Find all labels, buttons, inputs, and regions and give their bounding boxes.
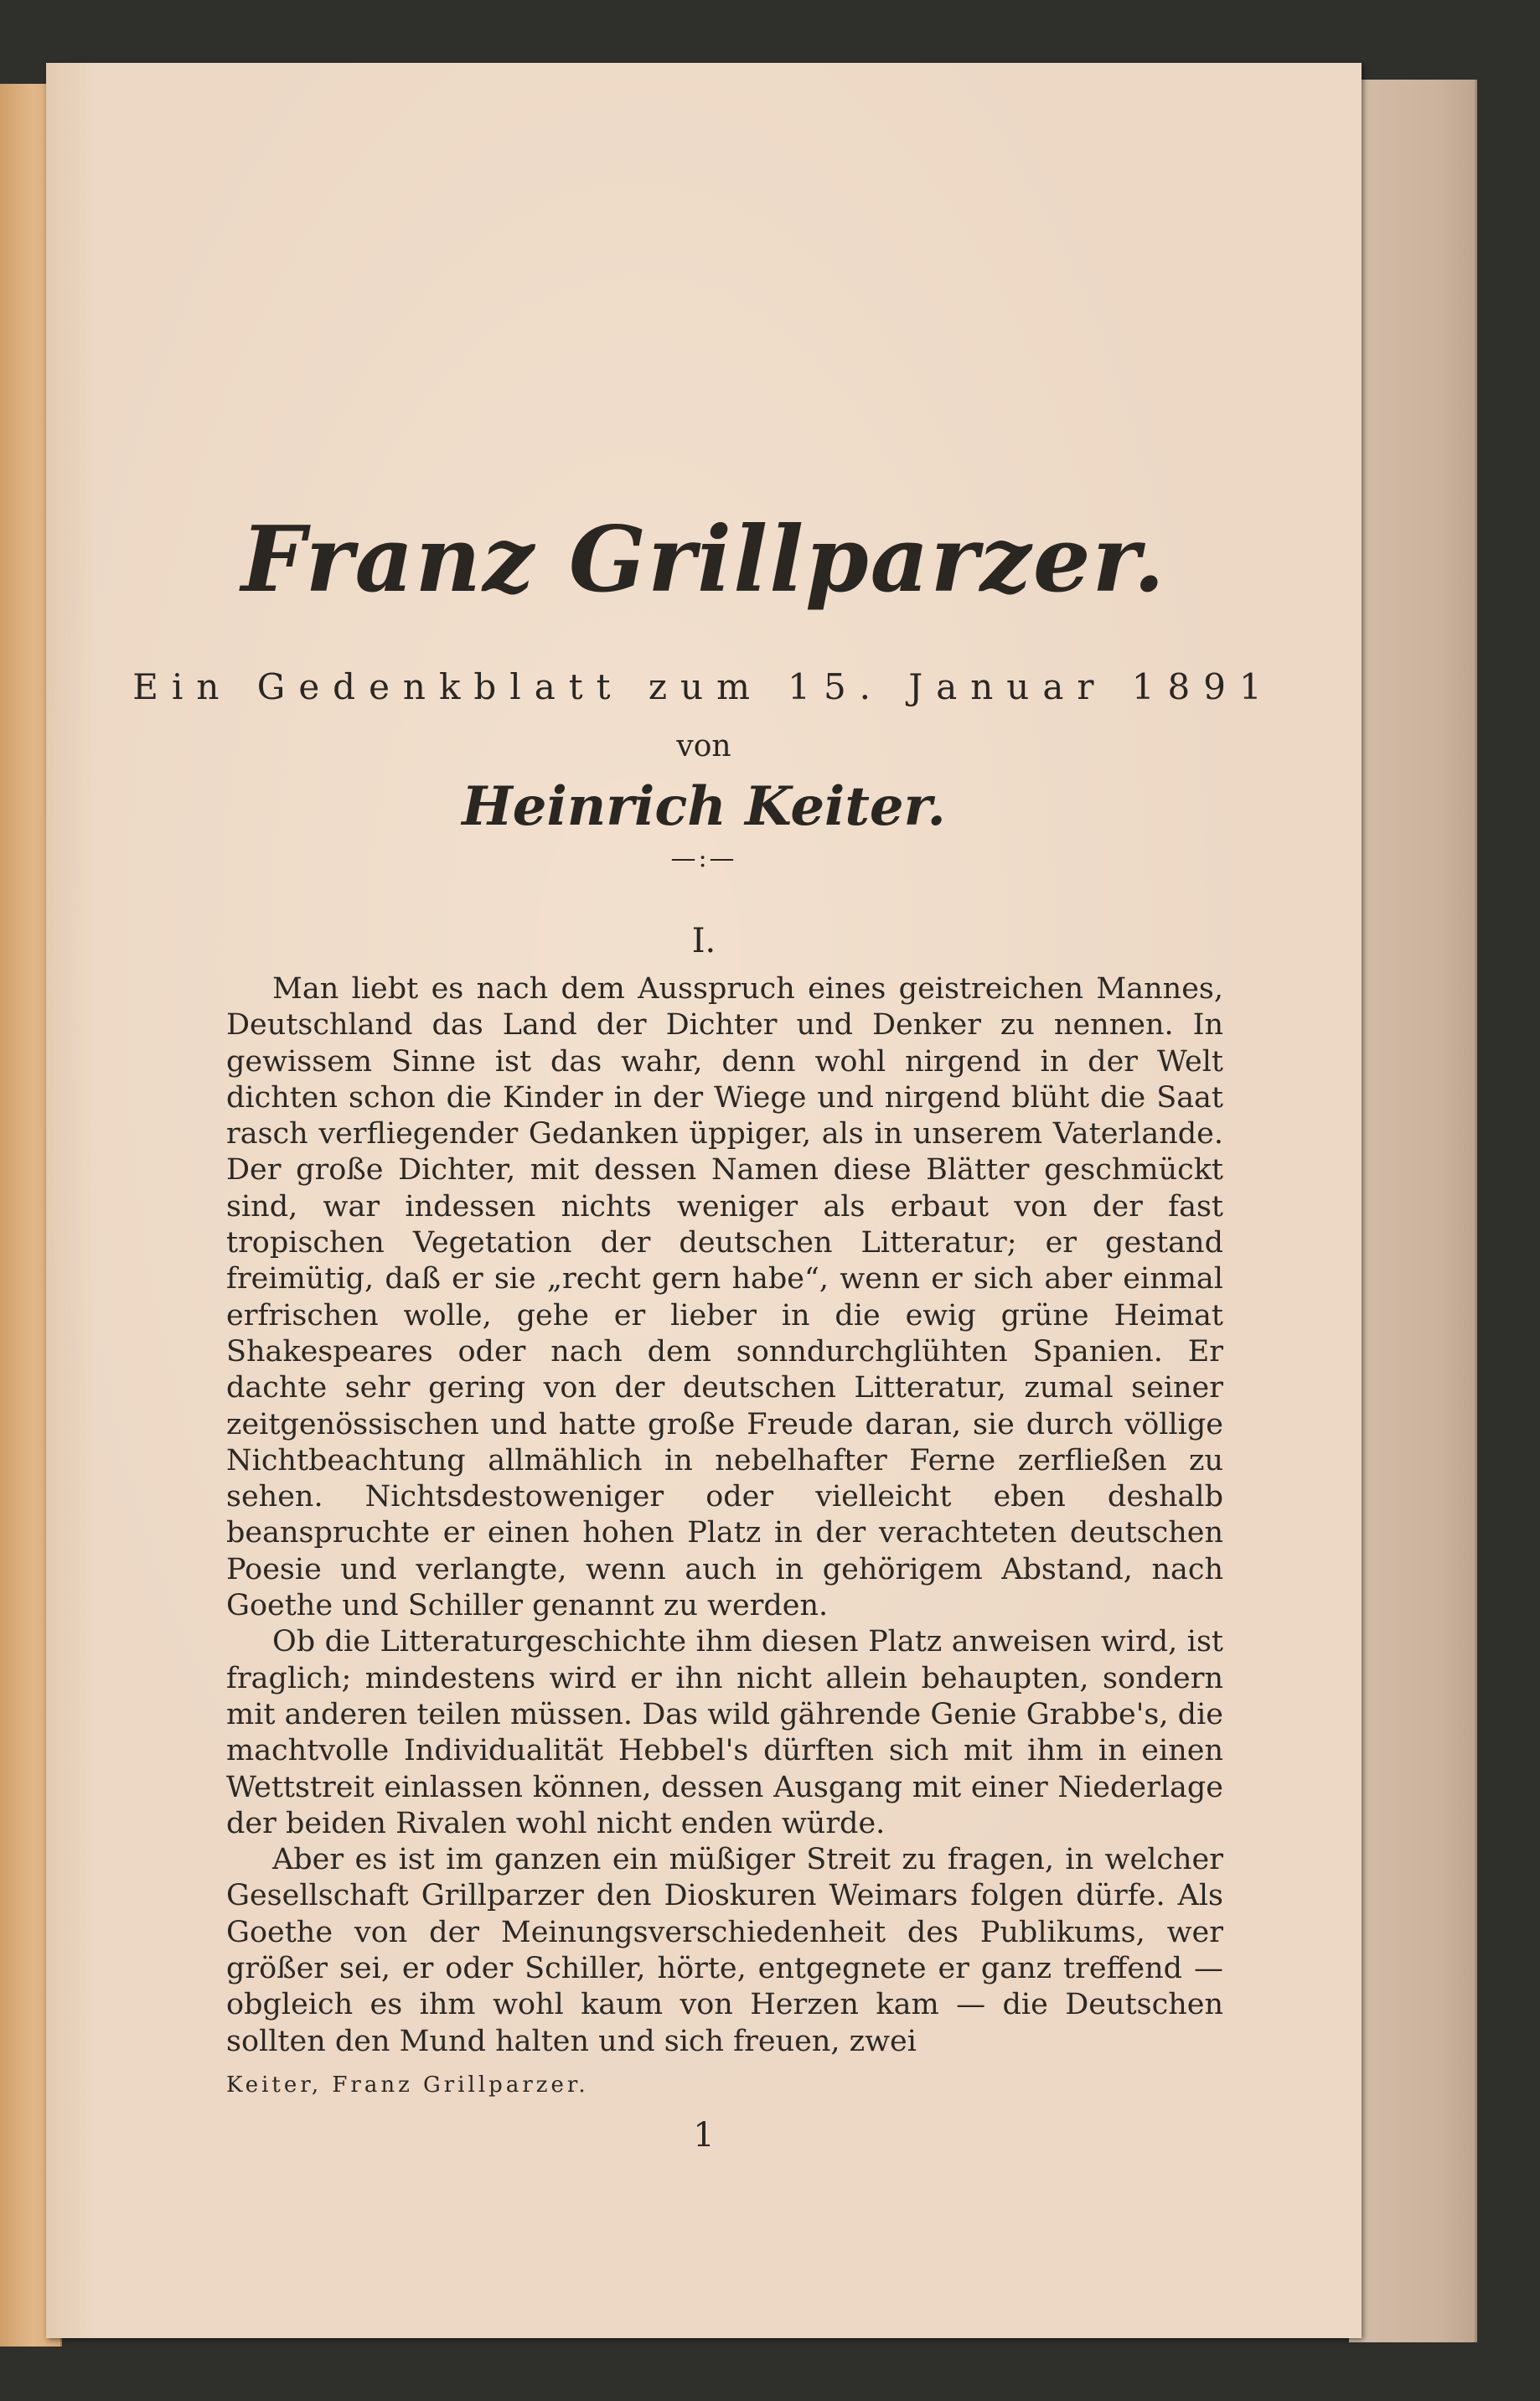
subtitle: Ein Gedenkblatt zum 15. Januar 1891 bbox=[132, 666, 1275, 707]
divider-ornament: —:— bbox=[670, 844, 737, 873]
section-number: I. bbox=[691, 922, 716, 960]
paragraph: Man liebt es nach dem Ausspruch eines geistreichen Mannes, Deutschland das Land der Dichter und Denker zu nennen. In gewissem Sinne ist das wahr, denn wohl nirgend in der Welt dichten schon die Kinder in der Wiege und nirgend blüht die Saat rasch verfliegender Gedanken üppiger, als in unserem Vaterlande. Der große Dichter, mit dessen Namen diese Blätter geschmückt sind, war indessen nichts weniger als erbaut von der fast tropischen Vegetation der deutschen Litteratur; er gestand freimütig, daß er sie „recht gern habe“, wenn er sich aber einmal erfrischen wolle, gehe er lieber in die ewig grüne Heimat Shakespeares oder nach dem sonndurchglühten Spanien. Er dachte sehr gering von der deutschen Litteratur, zumal seiner zeitgenössischen und hatte große Freude daran, sie durch völlige Nichtbeachtung allmählich in nebelhafter Ferne zerfließen zu sehen. Nichtsdestoweniger oder vielleicht eben deshalb beanspruchte er einen hohen Platz in der verachteten deutschen Poesie und verlangte, wenn auch in gehörigem Abstand, nach Goethe und Schiller genannt zu werden. bbox=[226, 972, 1223, 1623]
footer-signature: Keiter, Franz Grillparzer. bbox=[226, 2072, 589, 2098]
paragraph: Aber es ist im ganzen ein müßiger Streit zu fragen, in welcher Gesellschaft Grillparzer den Dioskuren Weimars folgen dürfe. Als Goethe von der Meinungsverschiedenheit des Publikums, wer größer sei, er oder Schiller, hörte, entgegnete er ganz treffend — obgleich es ihm wohl kaum von Herzen kam — die Deutschen sollten den Mund halten und sich freuen, zwei bbox=[226, 1843, 1223, 2058]
page-title: Franz Grillparzer. bbox=[240, 507, 1167, 613]
back-sheet-edge bbox=[1349, 80, 1477, 2342]
author-name: Heinrich Keiter. bbox=[462, 775, 946, 838]
page-number: 1 bbox=[693, 2116, 715, 2155]
paragraph: Ob die Litteraturgeschichte ihm diesen Platz anweisen wird, ist fraglich; mindestens wird er ihn nicht allein behaupten, sondern mit anderen teilen müssen. Das wild gährende Genie Grabbe's, die machtvolle Individualität Hebbel's dürften sich mit ihm in einen Wettstreit einlassen können, dessen Ausgang mit einer Niederlage der beiden Rivalen wohl nicht enden würde. bbox=[226, 1625, 1223, 1840]
by-line: von bbox=[676, 729, 731, 763]
page-sheet bbox=[46, 63, 1362, 2338]
body-text bbox=[226, 971, 1223, 2060]
